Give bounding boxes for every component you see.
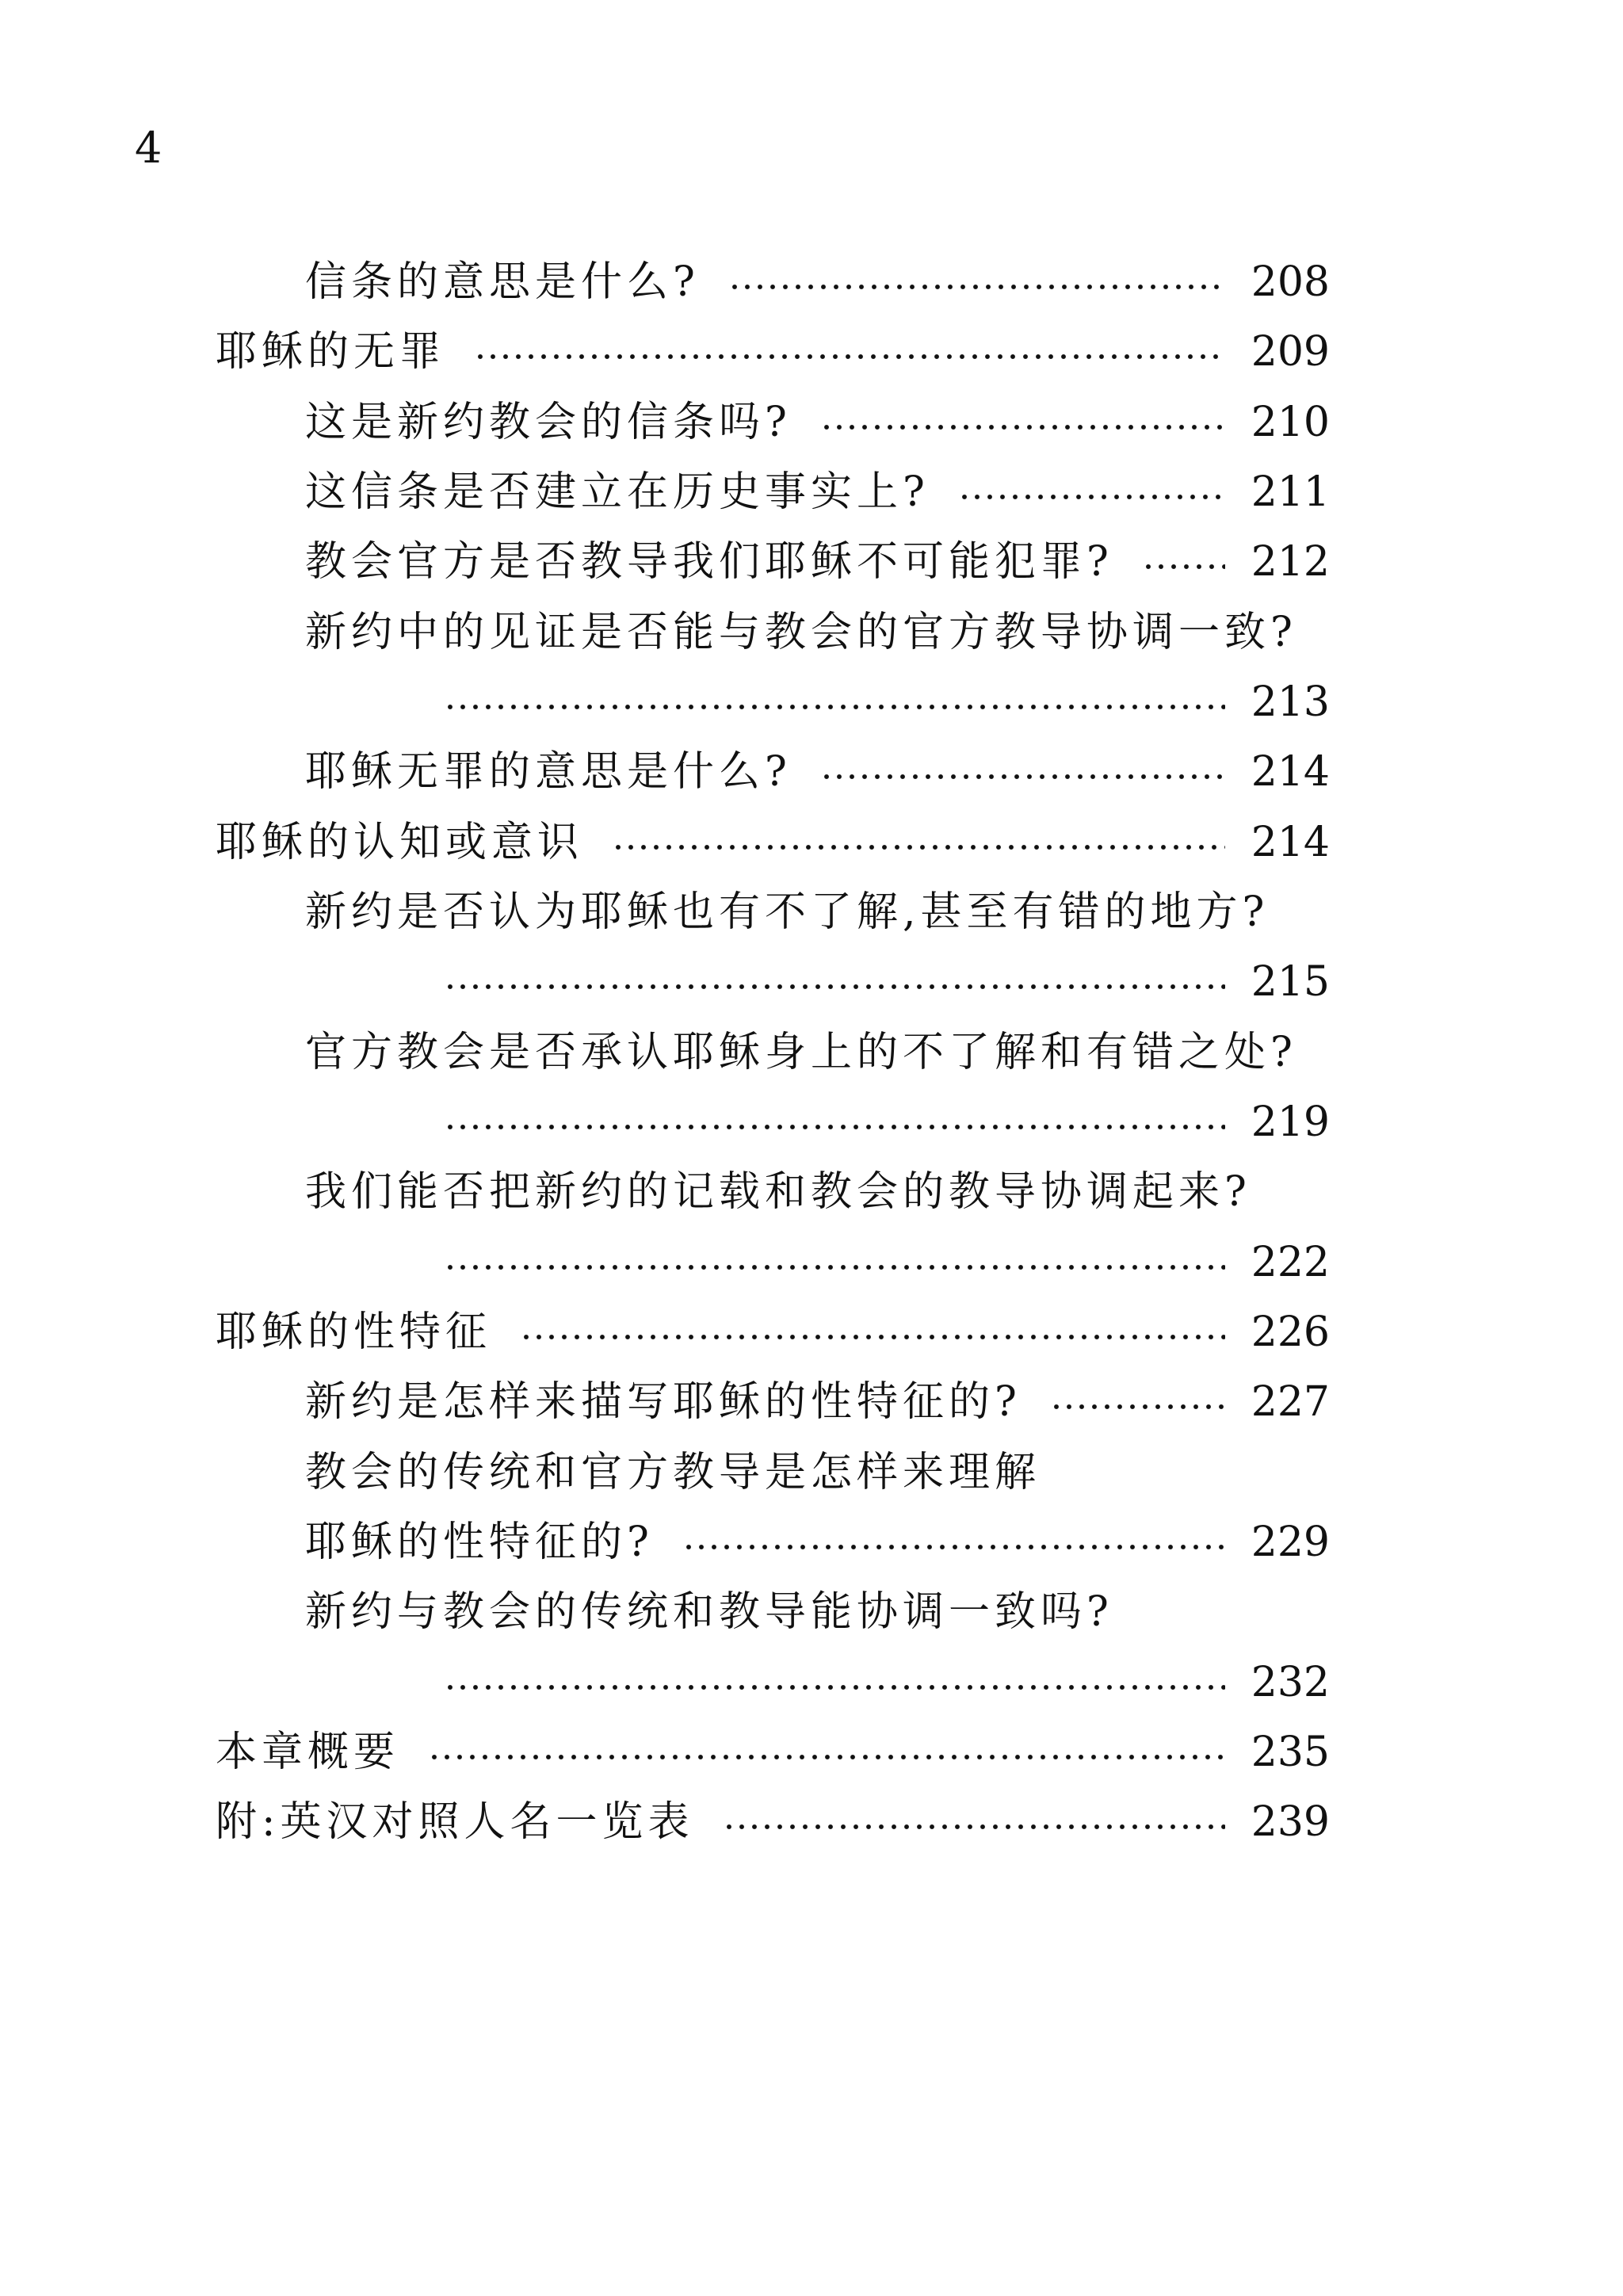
- dot-leader: [474, 328, 1225, 376]
- toc-entry-page: 229: [1251, 1519, 1330, 1566]
- toc-entry-title: 耶稣的性特征的?: [305, 1519, 654, 1566]
- toc-entry: [444, 670, 1330, 734]
- toc-entry-title: 官方教会是否承认耶稣身上的不了解和有错之处?: [305, 1029, 1297, 1076]
- toc-entry: [305, 1021, 1297, 1084]
- toc-entry-title: 这是新约教会的信条吗?: [305, 399, 792, 446]
- toc-entry: [305, 1370, 1330, 1434]
- dot-leader: [444, 678, 1225, 726]
- toc-entry: [216, 1721, 1330, 1784]
- dot-leader: [820, 399, 1225, 446]
- toc-entry-page: 211: [1251, 468, 1330, 516]
- toc-entry-page: 226: [1251, 1308, 1330, 1356]
- toc-entry: [444, 1651, 1330, 1714]
- toc-entry-title: 新约中的见证是否能与教会的官方教导协调一致?: [305, 609, 1297, 656]
- toc-entry: [216, 1301, 1330, 1364]
- toc-entry: [305, 1160, 1251, 1224]
- toc-entry: [305, 881, 1269, 944]
- toc-entry-page: 209: [1251, 328, 1330, 376]
- toc-entry-title: 耶稣无罪的意思是什么?: [305, 748, 792, 796]
- toc-entry-title: 附:英汉对照人名一览表: [216, 1798, 694, 1846]
- toc-entry-title: 新约与教会的传统和教导能协调一致吗?: [305, 1588, 1113, 1636]
- toc-entry-title: 我们能否把新约的记载和教会的教导协调起来?: [305, 1168, 1251, 1216]
- toc-entry-title: 信条的意思是什么?: [305, 258, 700, 306]
- toc-entry-page: 208: [1251, 258, 1330, 306]
- toc-entry: [305, 1511, 1330, 1574]
- dot-leader: [723, 1798, 1225, 1846]
- toc-entry: [305, 250, 1330, 314]
- dot-leader: [820, 748, 1225, 796]
- toc-entry-page: 214: [1251, 819, 1330, 866]
- toc-entry-page: 239: [1251, 1798, 1330, 1846]
- toc-entry-page: 212: [1251, 538, 1330, 586]
- toc-entry-page: 214: [1251, 748, 1330, 796]
- toc-entry-title: 耶稣的性特征: [216, 1308, 492, 1356]
- toc-entry-title: 本章概要: [216, 1729, 400, 1776]
- dot-leader: [428, 1729, 1225, 1776]
- dot-leader: [1142, 538, 1225, 586]
- toc-entry: [305, 1580, 1113, 1644]
- dot-leader: [444, 1659, 1225, 1706]
- dot-leader: [612, 819, 1225, 866]
- toc-entry: [444, 950, 1330, 1014]
- dot-leader: [520, 1308, 1225, 1356]
- toc-entry-title: 新约是否认为耶稣也有不了解,甚至有错的地方?: [305, 888, 1270, 936]
- toc-entry: [216, 1790, 1330, 1854]
- toc-entry-page: 213: [1251, 678, 1330, 726]
- toc-entry-page: 215: [1251, 958, 1330, 1006]
- toc-entry: [305, 391, 1330, 454]
- toc-entry-title: 耶稣的认知或意识: [216, 819, 584, 866]
- toc-entry: [305, 740, 1330, 804]
- dot-leader: [444, 1239, 1225, 1286]
- dot-leader: [682, 1519, 1225, 1566]
- dot-leader: [728, 258, 1225, 306]
- dot-leader: [958, 468, 1225, 516]
- dot-leader: [444, 958, 1225, 1006]
- toc-entry: [305, 460, 1330, 524]
- toc-entry-title: 教会官方是否教导我们耶稣不可能犯罪?: [305, 538, 1113, 586]
- toc-entry-page: 235: [1251, 1729, 1330, 1776]
- toc-entry-title: 这信条是否建立在历史事实上?: [305, 468, 930, 516]
- toc-entry: [444, 1091, 1330, 1154]
- toc-entry-title: 教会的传统和官方教导是怎样来理解: [305, 1449, 1041, 1496]
- toc-entry-title: 新约是怎样来描写耶稣的性特征的?: [305, 1378, 1022, 1426]
- toc-entry: [216, 320, 1330, 384]
- toc-entry: [216, 811, 1330, 874]
- toc-entry-page: 219: [1251, 1098, 1330, 1146]
- toc-entry-title: 耶稣的无罪: [216, 328, 446, 376]
- toc-entry-page: 232: [1251, 1659, 1330, 1706]
- page-number: 4: [135, 123, 162, 173]
- toc-entry: [305, 601, 1297, 664]
- toc-entry-page: 210: [1251, 399, 1330, 446]
- dot-leader: [444, 1098, 1225, 1146]
- toc-entry-page: 227: [1251, 1378, 1330, 1426]
- toc-entry: [444, 1231, 1330, 1294]
- toc-entry-page: 222: [1251, 1239, 1330, 1286]
- toc-entry: [305, 1441, 1041, 1504]
- toc-entry: [305, 530, 1330, 594]
- dot-leader: [1050, 1378, 1225, 1426]
